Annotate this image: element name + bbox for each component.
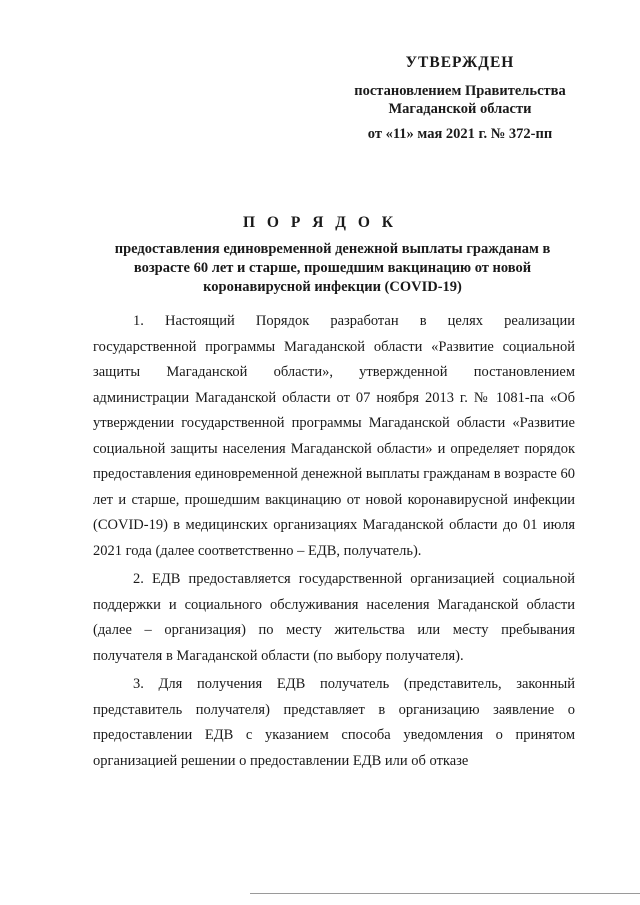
approved-stamp-title [300,54,620,72]
paragraph-1: 1. Настоящий Порядок разработан в целях реализации государственной программы Магаданской области «Развитие социальной защиты Магаданской области», утвержденной постановлением администрации Магаданской области от 07 ноября 2013 г. № 1081-па «Об утверждении государственной программы Магаданской области «Развитие социальной защиты населения Магаданской области» и определяет порядок предоставления единовременной денежной выплаты гражданам в возрасте 60 лет и старше, прошедшим вакцинацию от новой коронавирусной инфекции (COVID-19) в медицинских организациях Магаданской области до 01 июля 2021 года (далее соответственно – ЕДВ, получатель). [93,313,575,559]
document-body [93,309,575,777]
resolution-date [300,125,620,143]
resolution-line-2: Магаданской области [388,101,532,117]
paragraph-2: 2. ЕДВ предоставляется государственной организацией социальной поддержки и социального обслуживания населения Магаданской области (далее – организация) по месту жительства или месту пребывания получателя в Магаданской области (по выбору получателя). [93,571,575,664]
resolution-block [300,82,620,118]
approved-label: УТВЕРЖДЕН [405,54,515,71]
resolution-line-1: постановлением Правительства [354,83,566,99]
scan-edge-line [250,893,640,894]
document-title: П О Р Я Д О К [243,214,397,231]
document-subtitle: предоставления единовременной денежной выплаты гражданам в возрасте 60 лет и старше, прошедшим вакцинацию от новой коронавирусной инфекции (COVID-19) [114,241,551,295]
paragraph-3: 3. Для получения ЕДВ получатель (представитель, законный представитель получателя) представляет в организацию заявление о предоставлении ЕДВ с указанием способа уведомления о принятом организацией решении о предоставлении ЕДВ или об отказе [93,676,575,769]
date-number: от «11» мая 2021 г. № 372-пп [367,126,553,142]
